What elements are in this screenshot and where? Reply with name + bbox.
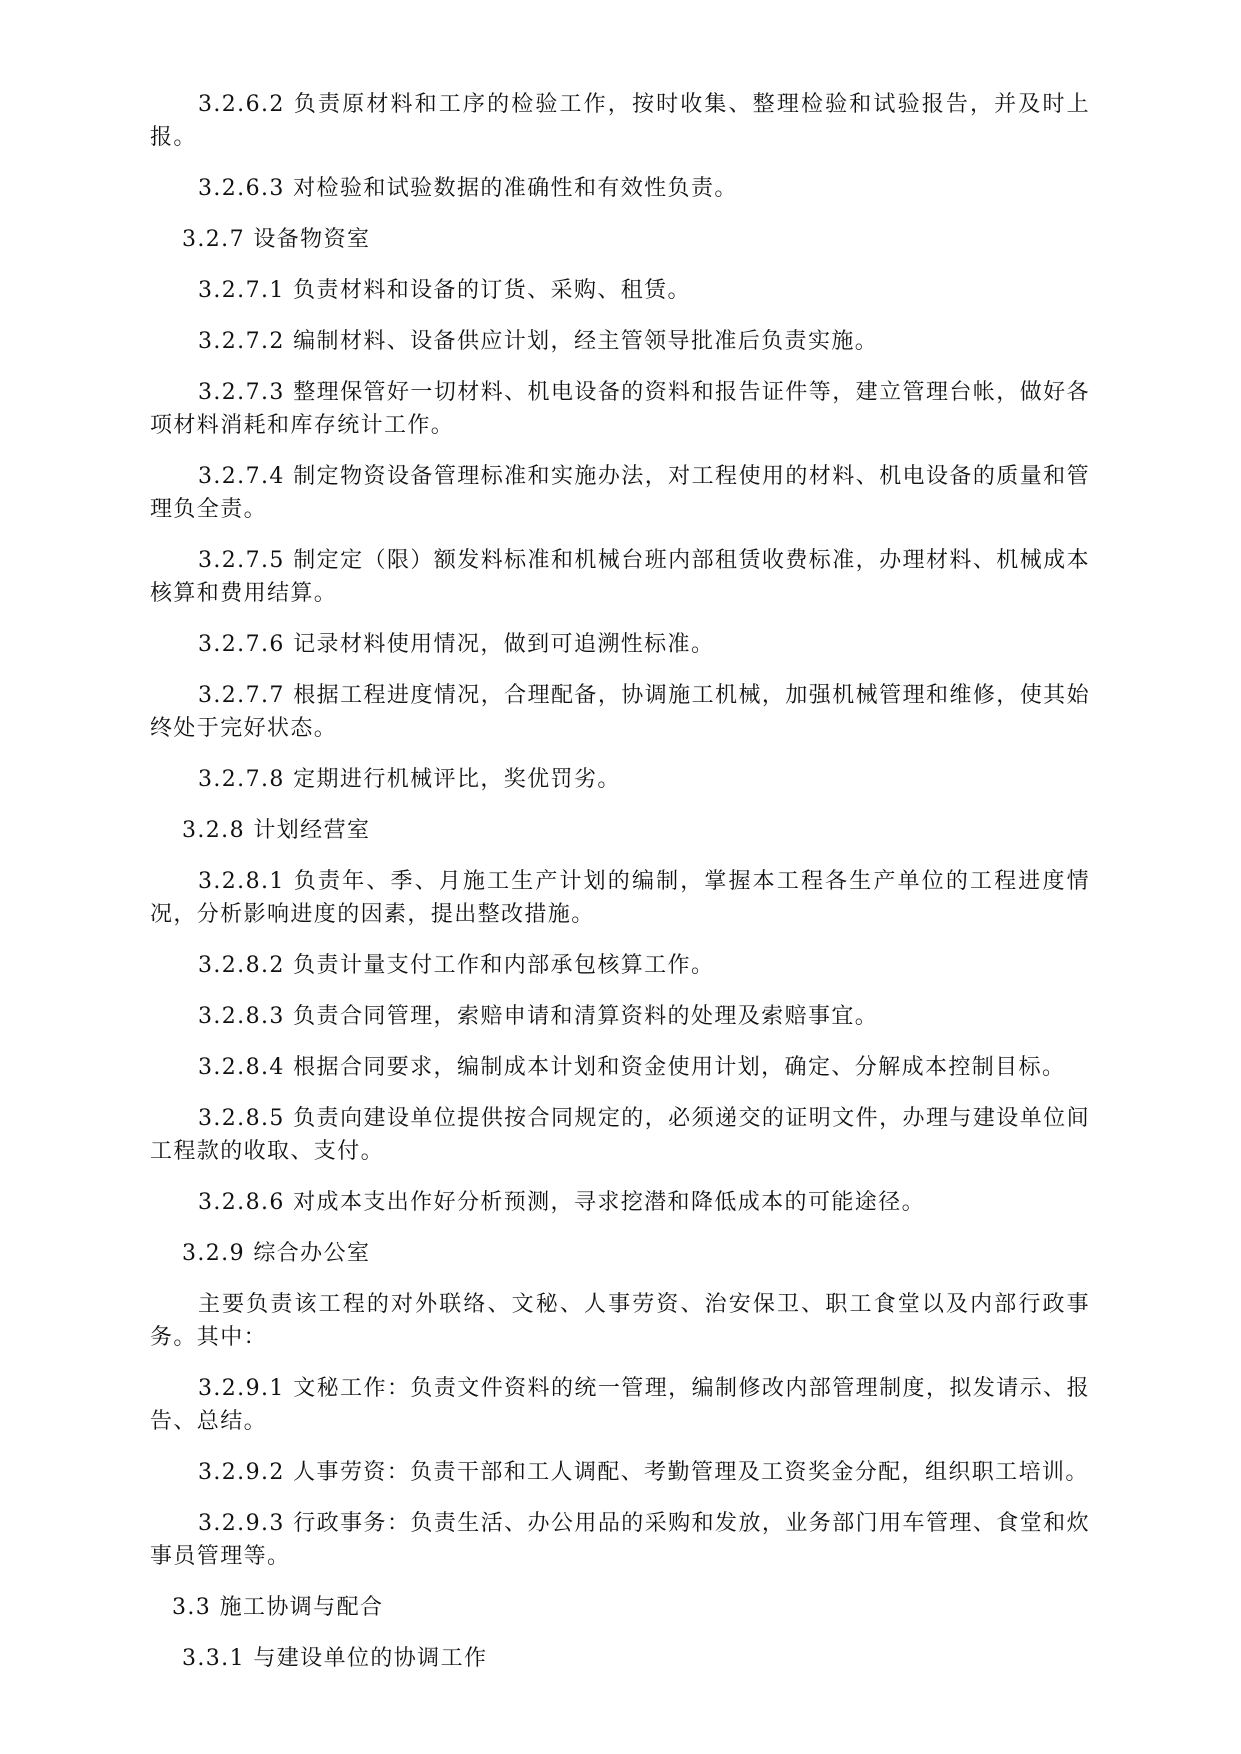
item-3-2-7-4: 3.2.7.4 制定物资设备管理标准和实施办法，对工程使用的材料、机电设备的质量和管理负全责。 [150,464,1090,522]
item-3-2-6-3: 3.2.6.3 对检验和试验数据的准确性和有效性负责。 [198,176,738,201]
item-3-2-7-2: 3.2.7.2 编制材料、设备供应计划，经主管领导批准后负责实施。 [198,329,879,354]
document-body [150,88,1090,1693]
item-3-2-7-8: 3.2.7.8 定期进行机械评比，奖优罚劣。 [198,767,621,792]
heading-3-3: 3.3 施工协调与配合 [172,1595,384,1620]
item-3-2-8-4: 3.2.8.4 根据合同要求，编制成本计划和资金使用计划，确定、分解成本控制目标。 [198,1055,1066,1080]
item-3-2-9-2: 3.2.9.2 人事劳资：负责干部和工人调配、考勤管理及工资奖金分配，组织职工培训。 [198,1460,1089,1485]
item-3-2-6-2: 3.2.6.2 负责原材料和工序的检验工作，按时收集、整理检验和试验报告，并及时上报。 [150,92,1090,150]
heading-3-3-1: 3.3.1 与建设单位的协调工作 [182,1646,488,1671]
heading-3-2-7: 3.2.7 设备物资室 [182,227,371,252]
item-3-2-8-1: 3.2.8.1 负责年、季、月施工生产计划的编制，掌握本工程各生产单位的工程进度情况，分析影响进度的因素，提出整改措施。 [150,869,1090,927]
item-3-2-7-1: 3.2.7.1 负责材料和设备的订货、采购、租赁。 [198,278,691,303]
item-3-2-8-5: 3.2.8.5 负责向建设单位提供按合同规定的，必须递交的证明文件，办理与建设单位间工程款的收取、支付。 [150,1106,1090,1164]
item-3-2-8-3: 3.2.8.3 负责合同管理，索赔申请和清算资料的处理及索赔事宜。 [198,1004,879,1029]
heading-3-2-9: 3.2.9 综合办公室 [182,1241,371,1266]
item-3-2-7-6: 3.2.7.6 记录材料使用情况，做到可追溯性标准。 [198,632,715,657]
item-3-2-7-5: 3.2.7.5 制定定（限）额发料标准和机械台班内部租赁收费标准，办理材料、机械成本核算和费用结算。 [150,548,1090,606]
item-3-2-8-6: 3.2.8.6 对成本支出作好分析预测，寻求挖潜和降低成本的可能途径。 [198,1190,925,1215]
item-3-2-7-3: 3.2.7.3 整理保管好一切材料、机电设备的资料和报告证件等，建立管理台帐，做好各项材料消耗和库存统计工作。 [150,380,1090,438]
paragraph-3-2-9-intro: 主要负责该工程的对外联络、文秘、人事劳资、治安保卫、职工食堂以及内部行政事务。其中： [150,1292,1090,1350]
item-3-2-9-3: 3.2.9.3 行政事务：负责生活、办公用品的采购和发放，业务部门用车管理、食堂和炊事员管理等。 [150,1511,1090,1569]
item-3-2-9-1: 3.2.9.1 文秘工作：负责文件资料的统一管理，编制修改内部管理制度，拟发请示、报告、总结。 [150,1376,1090,1434]
item-3-2-8-2: 3.2.8.2 负责计量支付工作和内部承包核算工作。 [198,953,715,978]
item-3-2-7-7: 3.2.7.7 根据工程进度情况，合理配备，协调施工机械，加强机械管理和维修，使其始终处于完好状态。 [150,683,1090,741]
heading-3-2-8: 3.2.8 计划经营室 [182,818,371,843]
